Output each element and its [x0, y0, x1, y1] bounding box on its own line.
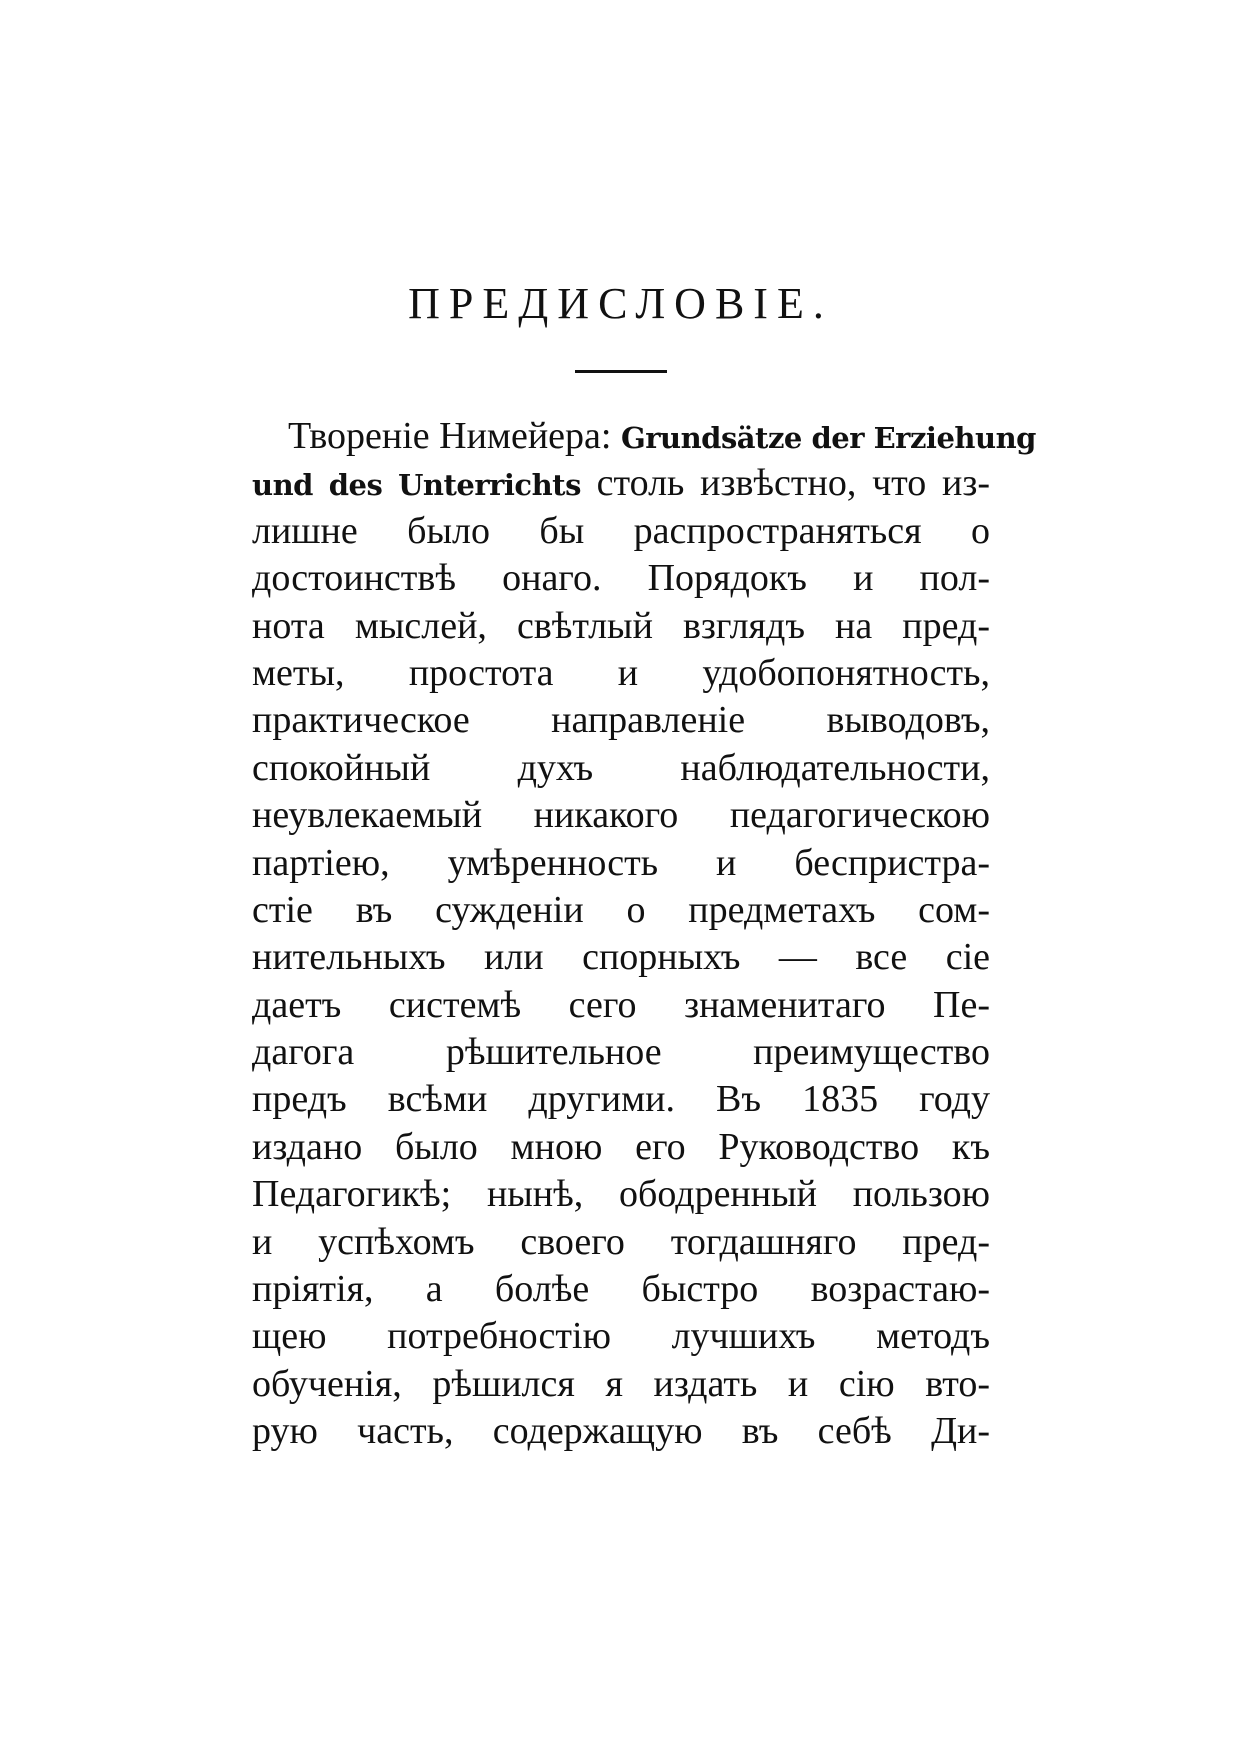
text-line: [252, 1076, 990, 1123]
text-line: [252, 508, 990, 555]
text-line: [252, 555, 990, 602]
text-line: [252, 697, 990, 744]
text-line: [252, 650, 990, 697]
text-line: [252, 1361, 990, 1408]
line-text: предъ всѣми другими. Въ 1835 году: [252, 1078, 990, 1121]
line-text: рую часть, содержащую въ себѣ Ди-: [252, 1410, 990, 1453]
line-text: обученiя, рѣшился я издать и сiю вто-: [252, 1362, 990, 1405]
line-text: Творенiе Нимейера:: [288, 415, 621, 457]
line-text: щею потребностiю лучшихъ методъ: [252, 1315, 990, 1358]
line-text: спокойный духъ наблюдательности,: [252, 746, 990, 789]
line-text: меты, простота и удобопонятность,: [252, 651, 990, 694]
text-line: [252, 934, 990, 981]
german-title-text: und des Unterrichts: [252, 468, 581, 503]
line-text: и успѣхомъ своего тогдашняго пред-: [252, 1220, 990, 1263]
line-text: даетъ системѣ сего знаменитаго Пе-: [252, 983, 990, 1026]
line-text: издано было мною его Руководство къ: [252, 1125, 990, 1168]
text-line: [252, 745, 990, 792]
line-text: стiе въ сужденiи о предметахъ сом-: [252, 888, 990, 931]
line-text: достоинствѣ онаго. Порядокъ и пол-: [252, 557, 990, 600]
text-line: [252, 887, 990, 934]
line-text: прiятiя, а болѣе быстро возрастаю-: [252, 1268, 990, 1311]
text-line: [252, 1219, 990, 1266]
line-text: лишне было бы распространяться о: [252, 509, 990, 552]
line-text: неувлекаемый никакого педагогическою: [252, 794, 990, 837]
text-line: [252, 1266, 990, 1313]
line-text: нота мыслей, свѣтлый взглядъ на пред-: [252, 604, 990, 647]
text-line: [252, 982, 990, 1029]
line-text: партiею, умѣренность и беспристра-: [252, 841, 990, 884]
text-line: [252, 840, 990, 887]
text-line: [252, 460, 990, 507]
line-text: столь извѣстно, что из-: [580, 462, 991, 505]
text-line: [252, 603, 990, 650]
text-line: [252, 1313, 990, 1360]
text-line: [252, 792, 990, 839]
german-title-text: Grundsätze der Erziehung: [620, 421, 1036, 455]
preface-text: [252, 413, 1036, 1456]
text-line: [252, 1171, 990, 1218]
line-text: практическое направленiе выводовъ,: [252, 699, 990, 742]
line-text: нительныхъ или спорныхъ — все сiе: [252, 936, 990, 979]
text-line: [252, 1029, 990, 1076]
line-text: Педагогикѣ; нынѣ, ободренный пользою: [252, 1173, 990, 1216]
text-line: [252, 1408, 990, 1455]
text-line: [252, 413, 1036, 460]
line-text: дагога рѣшительное преимущество: [252, 1031, 990, 1074]
title-divider: [575, 370, 667, 373]
page-title: ПРЕДИСЛОВIЕ.: [408, 279, 833, 328]
text-line: [252, 1124, 990, 1171]
